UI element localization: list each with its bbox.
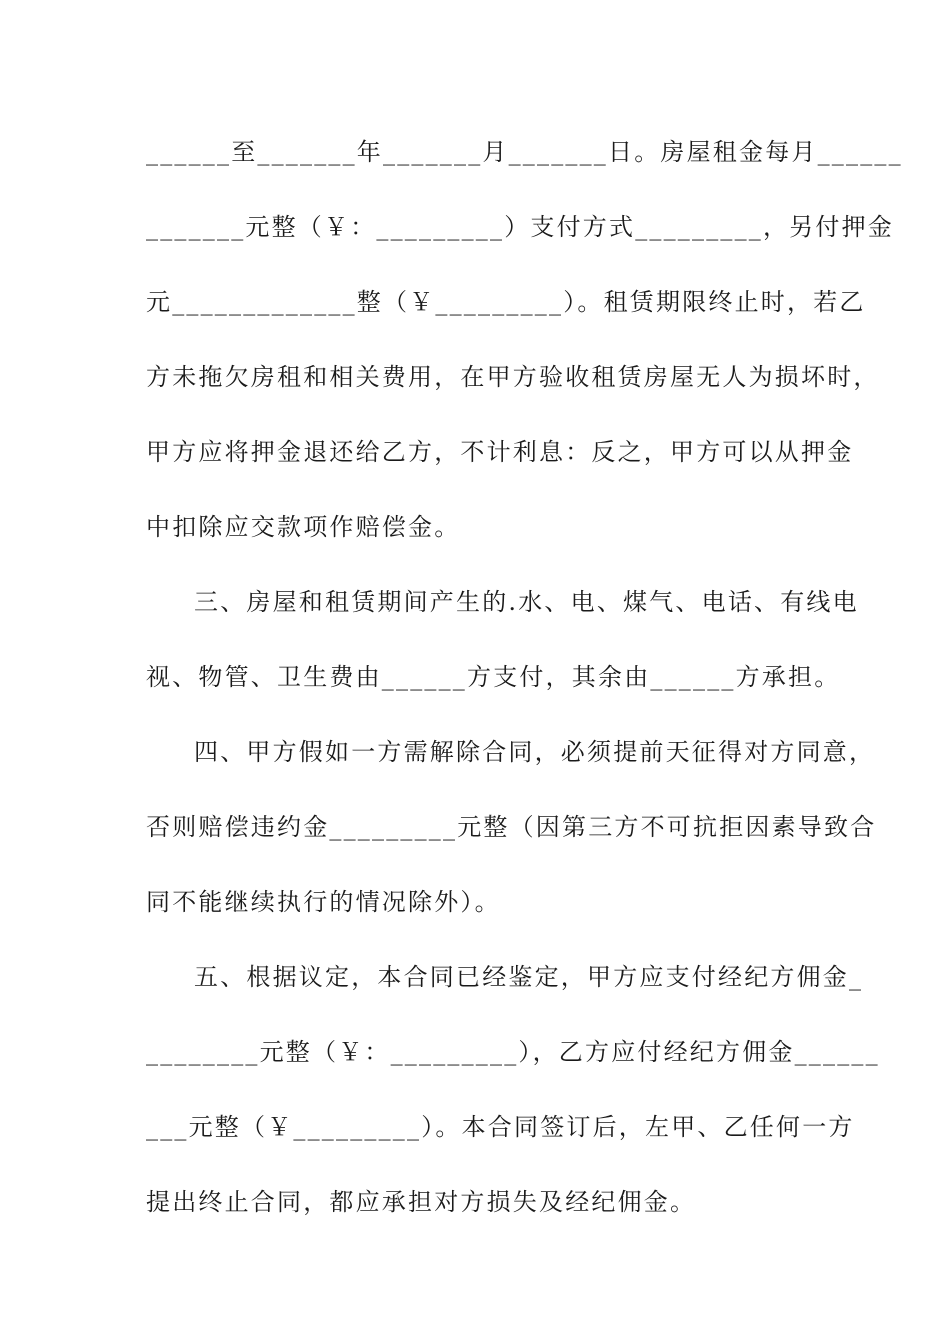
clause-5-line-2: ________元整（￥：_________），乙方应付经纪方佣金______ [146,1038,880,1066]
text-line-5: 甲方应将押金退还给乙方，不计利息：反之，甲方可以从押金 [146,438,854,466]
text-line-3: 元_____________整（￥_________）。租赁期限终止时，若乙 [146,288,866,316]
text-line-1: ______至_______年_______月_______日。房屋租金每月______ [146,138,903,166]
text-line-4: 方未拖欠房租和相关费用，在甲方验收租赁房屋无人为损坏时， [146,363,880,391]
clause-4-line-1: 四、甲方假如一方需解除合同，必须提前天征得对方同意， [194,738,876,766]
clause-4-line-2: 否则赔偿违约金_________元整（因第三方不可抗拒因素导致合 [146,813,877,841]
text-line-6: 中扣除应交款项作赔偿金。 [146,513,461,541]
clause-5-line-1: 五、根据议定，本合同已经鉴定，甲方应支付经纪方佣金_ [194,963,864,991]
clause-3-line-1: 三、房屋和租赁期间产生的.水、电、煤气、电话、有线电 [194,588,859,616]
clause-5-line-3: ___元整（￥_________）。本合同签订后，左甲、乙任何一方 [146,1113,855,1141]
text-line-2: _______元整（￥：_________）支付方式_________，另付押金 [146,213,894,241]
clause-5-line-4: 提出终止合同，都应承担对方损失及经纪佣金。 [146,1188,697,1216]
clause-4-line-3: 同不能继续执行的情况除外）。 [146,888,501,916]
clause-3-line-2: 视、物管、卫生费由______方支付，其余由______方承担。 [146,663,841,691]
